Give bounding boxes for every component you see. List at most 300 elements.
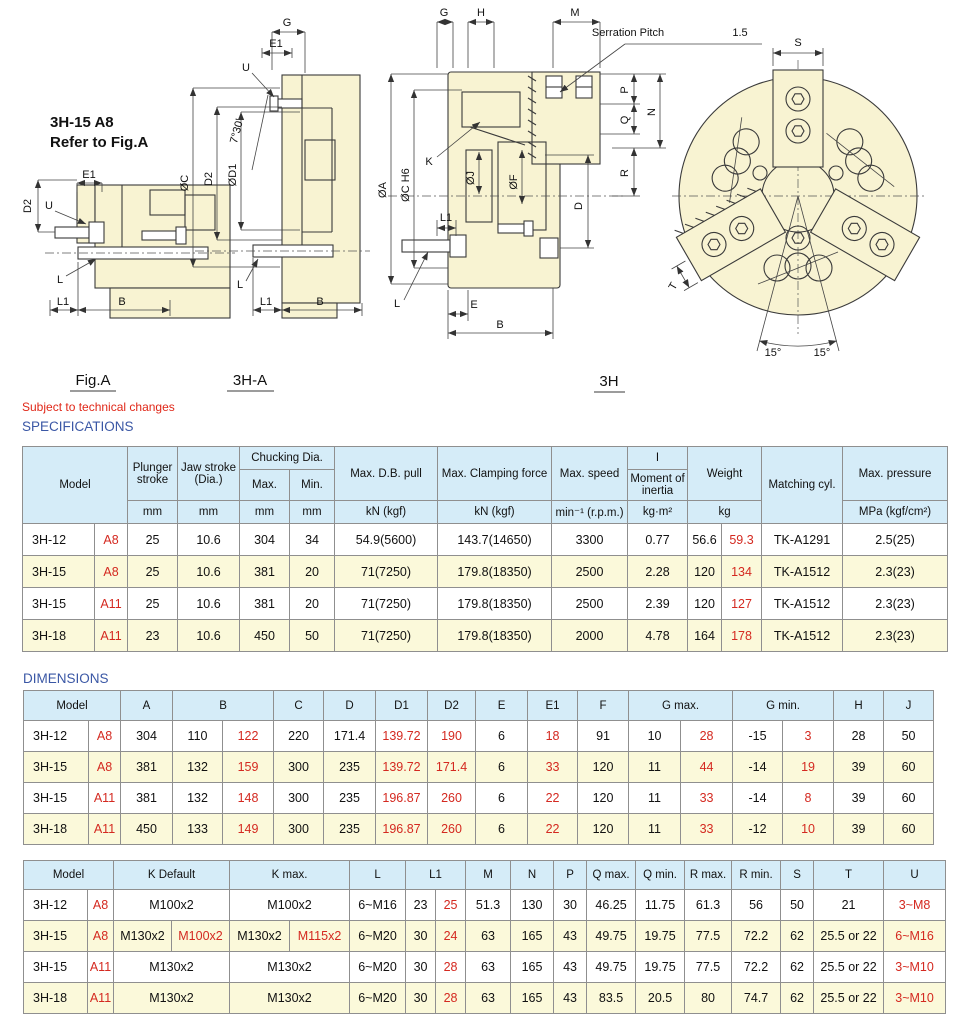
cell-model: 3H-15 xyxy=(24,783,89,814)
table-row xyxy=(24,752,934,783)
cell: 450 xyxy=(121,814,173,845)
cell: 134 xyxy=(722,556,762,588)
cell: M130x2 xyxy=(114,952,230,983)
spec-header-speed: Max. speed xyxy=(552,447,628,501)
cell: 2.39 xyxy=(628,588,688,620)
mnt-header-t: T xyxy=(814,861,884,890)
mnt-header-s: S xyxy=(781,861,814,890)
cell: 34 xyxy=(290,524,335,556)
fig-a-dim-b: B xyxy=(118,296,126,308)
dim-header-d: D xyxy=(324,691,376,721)
table-row xyxy=(23,588,948,620)
cell: 2.3(23) xyxy=(843,588,948,620)
cell: -14 xyxy=(733,783,783,814)
dim-header-c: C xyxy=(274,691,324,721)
cell: 71(7250) xyxy=(335,556,438,588)
cell: -15 xyxy=(733,721,783,752)
spec-header-clamp: Max. Clamping force xyxy=(438,447,552,501)
cell: 62 xyxy=(781,983,814,1014)
cell-variant: A8 xyxy=(95,556,128,588)
cell: 28 xyxy=(436,983,466,1014)
cell: 71(7250) xyxy=(335,588,438,620)
fig-3h-dim-b: B xyxy=(496,319,504,331)
cell: 6 xyxy=(476,752,528,783)
fig-3h-dim-q: Q xyxy=(619,115,631,125)
cell-variant: A11 xyxy=(89,814,121,845)
cell-model: 3H-12 xyxy=(24,890,88,921)
spec-header-pressure: Max. pressure xyxy=(843,447,948,501)
fig-3h-dim-g: G xyxy=(439,7,449,19)
cell: 165 xyxy=(511,983,554,1014)
cell: 133 xyxy=(173,814,223,845)
cell: 127 xyxy=(722,588,762,620)
technical-drawings xyxy=(0,0,957,398)
cell: 24 xyxy=(436,921,466,952)
cell: 10 xyxy=(783,814,834,845)
cell: 28 xyxy=(436,952,466,983)
cell-model: 3H-18 xyxy=(23,620,95,652)
cell: 25.5 or 22 xyxy=(814,921,884,952)
fig-3h-dim-e: E xyxy=(470,299,478,311)
table-row xyxy=(23,620,948,652)
cell: TK-A1512 xyxy=(762,620,843,652)
cell: 60 xyxy=(884,752,934,783)
spec-unit-mpa: MPa (kgf/cm²) xyxy=(843,501,948,524)
cell: 21 xyxy=(814,890,884,921)
cell: 165 xyxy=(511,952,554,983)
cell: 11 xyxy=(629,814,681,845)
fig-3ha-dim-u: U xyxy=(242,62,250,74)
fig-a-dim-d2: D2 xyxy=(22,198,34,214)
cell: 39 xyxy=(834,752,884,783)
mounting-table xyxy=(23,860,946,1014)
cell: 63 xyxy=(466,921,511,952)
cell: 4.78 xyxy=(628,620,688,652)
cell: 171.4 xyxy=(324,721,376,752)
table-row xyxy=(24,890,946,921)
cell: TK-A1512 xyxy=(762,588,843,620)
dim-header-e: E xyxy=(476,691,528,721)
cell: 381 xyxy=(240,588,290,620)
cell: 77.5 xyxy=(685,921,732,952)
cell: 18 xyxy=(528,721,578,752)
technical-changes-note: Subject to technical changes xyxy=(22,400,175,414)
cell-model: 3H-15 xyxy=(24,921,88,952)
cell: 139.72 xyxy=(376,752,428,783)
cell-variant: A8 xyxy=(88,890,114,921)
cell: M115x2 xyxy=(290,921,350,952)
cell: 130 xyxy=(511,890,554,921)
cell: 120 xyxy=(688,556,722,588)
table-row xyxy=(23,556,948,588)
cell: 49.75 xyxy=(587,921,636,952)
dimensions-table xyxy=(23,690,934,845)
cell: 56.6 xyxy=(688,524,722,556)
cell: 300 xyxy=(274,783,324,814)
fig-3h-dim-k: K xyxy=(425,156,433,168)
mnt-header-p: P xyxy=(554,861,587,890)
cell: 235 xyxy=(324,783,376,814)
cell-variant: A11 xyxy=(89,783,121,814)
mnt-header-model: Model xyxy=(24,861,114,890)
front-dim-s: S xyxy=(794,37,802,49)
cell: 164 xyxy=(688,620,722,652)
cell: 20.5 xyxy=(636,983,685,1014)
fig-3h-dim-r: R xyxy=(619,169,631,177)
cell: 50 xyxy=(290,620,335,652)
fig-a-caption: Fig.A xyxy=(75,372,111,389)
cell: 2.3(23) xyxy=(843,620,948,652)
cell-model: 3H-15 xyxy=(24,752,89,783)
table-row xyxy=(24,783,934,814)
spec-header-pull: Max. D.B. pull xyxy=(335,447,438,501)
cell: 381 xyxy=(121,783,173,814)
mnt-header-qmax: Q max. xyxy=(587,861,636,890)
dim-header-model: Model xyxy=(24,691,121,721)
front-dim-t: T xyxy=(666,280,681,293)
table-row xyxy=(24,952,946,983)
cell: 72.2 xyxy=(732,921,781,952)
cell: 120 xyxy=(688,588,722,620)
cell: 33 xyxy=(681,783,733,814)
table-row xyxy=(24,721,934,752)
spec-header-moment: Moment of inertia xyxy=(628,470,688,501)
spec-unit-kg: kg xyxy=(688,501,762,524)
cell-model: 3H-15 xyxy=(23,556,95,588)
dim-header-j: J xyxy=(884,691,934,721)
cell: 33 xyxy=(528,752,578,783)
cell: 235 xyxy=(324,752,376,783)
mnt-header-kmax: K max. xyxy=(230,861,350,890)
mnt-header-rmin: R min. xyxy=(732,861,781,890)
fig-3h-dim-oj: ØJ xyxy=(465,170,477,186)
cell: 381 xyxy=(240,556,290,588)
dimensions-title: DIMENSIONS xyxy=(23,671,109,686)
cell: 3~M10 xyxy=(884,983,946,1014)
spec-unit-rpm: min⁻¹ (r.p.m.) xyxy=(552,501,628,524)
dim-header-gmax: G max. xyxy=(629,691,733,721)
dim-header-d2: D2 xyxy=(428,691,476,721)
fig-3h-dim-p: P xyxy=(619,86,631,94)
cell: 171.4 xyxy=(428,752,476,783)
cell-variant: A8 xyxy=(89,721,121,752)
cell: 260 xyxy=(428,814,476,845)
cell: M130x2 xyxy=(230,921,290,952)
cell: 74.7 xyxy=(732,983,781,1014)
spec-unit-mm4: mm xyxy=(290,501,335,524)
mnt-header-kdef: K Default xyxy=(114,861,230,890)
cell: 20 xyxy=(290,556,335,588)
cell: 159 xyxy=(223,752,274,783)
cell: 43 xyxy=(554,983,587,1014)
spec-header-cyl: Matching cyl. xyxy=(762,447,843,524)
cell: -14 xyxy=(733,752,783,783)
dim-header-d1: D1 xyxy=(376,691,428,721)
cell: 30 xyxy=(406,952,436,983)
cell: 39 xyxy=(834,783,884,814)
mnt-header-l: L xyxy=(350,861,406,890)
cell: 28 xyxy=(681,721,733,752)
table-row xyxy=(24,921,946,952)
cell: 3~M8 xyxy=(884,890,946,921)
fig-3h-dim-oc-h6: ØC H6 xyxy=(400,168,412,202)
spec-unit-mm3: mm xyxy=(240,501,290,524)
cell: 381 xyxy=(121,752,173,783)
cell: 63 xyxy=(466,952,511,983)
cell: 71(7250) xyxy=(335,620,438,652)
cell: 10.6 xyxy=(178,524,240,556)
dim-header-h: H xyxy=(834,691,884,721)
fig-3ha-dim-angle: 7°30' xyxy=(228,117,247,145)
spec-header-chuck-max: Max. xyxy=(240,470,290,501)
cell: 77.5 xyxy=(685,952,732,983)
cell: 10.6 xyxy=(178,556,240,588)
cell: 6 xyxy=(476,814,528,845)
fig-3h-dim-l: L xyxy=(393,298,401,310)
cell: 19.75 xyxy=(636,921,685,952)
cell: 450 xyxy=(240,620,290,652)
cell: 120 xyxy=(578,752,629,783)
cell: 190 xyxy=(428,721,476,752)
fig-a-dim-l1: L1 xyxy=(56,296,70,308)
cell: 44 xyxy=(681,752,733,783)
fig-3ha-dim-d2: D2 xyxy=(203,171,215,187)
cell: 60 xyxy=(884,814,934,845)
fig-3h-serration-label: Serration Pitch xyxy=(591,27,665,39)
cell: 56 xyxy=(732,890,781,921)
cell: 50 xyxy=(884,721,934,752)
cell: 196.87 xyxy=(376,814,428,845)
spec-header-jaw: Jaw stroke (Dia.) xyxy=(178,447,240,501)
cell: 179.8(18350) xyxy=(438,556,552,588)
table-row xyxy=(24,983,946,1014)
cell: 22 xyxy=(528,783,578,814)
fig-3ha-dim-b: B xyxy=(316,296,324,308)
cell: 62 xyxy=(781,952,814,983)
cell: 179.8(18350) xyxy=(438,620,552,652)
cell: 8 xyxy=(783,783,834,814)
cell: 11 xyxy=(629,783,681,814)
cell: 43 xyxy=(554,921,587,952)
dim-header-gmin: G min. xyxy=(733,691,834,721)
cell: 19.75 xyxy=(636,952,685,983)
cell: 80 xyxy=(685,983,732,1014)
cell: TK-A1512 xyxy=(762,556,843,588)
cell: 120 xyxy=(578,783,629,814)
fig-3h-dim-l1: L1 xyxy=(439,212,453,224)
fig-3h-dim-oa: ØA xyxy=(377,182,389,198)
cell: M130x2 xyxy=(230,983,350,1014)
cell: 43 xyxy=(554,952,587,983)
cell: 25 xyxy=(436,890,466,921)
cell: 62 xyxy=(781,921,814,952)
cell-variant: A11 xyxy=(88,983,114,1014)
cell-variant: A8 xyxy=(89,752,121,783)
cell: 72.2 xyxy=(732,952,781,983)
figure-fig-a xyxy=(22,114,235,391)
cell: 304 xyxy=(240,524,290,556)
mnt-header-rmax: R max. xyxy=(685,861,732,890)
cell: 11 xyxy=(629,752,681,783)
cell: 6 xyxy=(476,721,528,752)
fig-3h-dim-m: M xyxy=(570,7,580,19)
mnt-header-u: U xyxy=(884,861,946,890)
cell: 39 xyxy=(834,814,884,845)
cell: 139.72 xyxy=(376,721,428,752)
spec-header-model: Model xyxy=(23,447,128,524)
spec-header-weight: Weight xyxy=(688,447,762,501)
fig-3ha-caption: 3H-A xyxy=(232,372,268,389)
front-angle-left: 15° xyxy=(764,347,782,359)
cell: 25.5 or 22 xyxy=(814,983,884,1014)
cell: 59.3 xyxy=(722,524,762,556)
cell-model: 3H-12 xyxy=(23,524,95,556)
cell: 30 xyxy=(554,890,587,921)
cell: 22 xyxy=(528,814,578,845)
cell: 300 xyxy=(274,814,324,845)
cell: 2.3(23) xyxy=(843,556,948,588)
cell: 6~M20 xyxy=(350,952,406,983)
cell: 25 xyxy=(128,588,178,620)
cell: 148 xyxy=(223,783,274,814)
specifications-table xyxy=(22,446,948,652)
fig-3h-dim-h: H xyxy=(477,7,485,19)
cell: 20 xyxy=(290,588,335,620)
cell: 6~M16 xyxy=(350,890,406,921)
figure-front-view xyxy=(656,37,924,359)
cell: 122 xyxy=(223,721,274,752)
cell-model: 3H-18 xyxy=(24,814,89,845)
cell: TK-A1291 xyxy=(762,524,843,556)
front-angle-right: 15° xyxy=(813,347,831,359)
cell-variant: A11 xyxy=(95,620,128,652)
spec-unit-mm2: mm xyxy=(178,501,240,524)
cell: 132 xyxy=(173,783,223,814)
cell-model: 3H-15 xyxy=(23,588,95,620)
fig-a-dim-e1: E1 xyxy=(82,169,96,181)
cell: 11.75 xyxy=(636,890,685,921)
dim-header-a: A xyxy=(121,691,173,721)
fig-a-note-line2: Refer to Fig.A xyxy=(50,134,149,151)
fig-3h-dim-n: N xyxy=(646,108,658,116)
mnt-header-l1: L1 xyxy=(406,861,466,890)
cell: 50 xyxy=(781,890,814,921)
cell: 6 xyxy=(476,783,528,814)
cell: 179.8(18350) xyxy=(438,588,552,620)
cell: M130x2 xyxy=(114,921,172,952)
cell: 6~M20 xyxy=(350,921,406,952)
cell: 260 xyxy=(428,783,476,814)
spec-unit-mm1: mm xyxy=(128,501,178,524)
cell: 6~M20 xyxy=(350,983,406,1014)
cell: 25 xyxy=(128,524,178,556)
cell: 196.87 xyxy=(376,783,428,814)
mnt-header-n: N xyxy=(511,861,554,890)
fig-3h-dim-of: ØF xyxy=(508,174,520,190)
cell-variant: A11 xyxy=(88,952,114,983)
cell: 30 xyxy=(406,921,436,952)
cell-variant: A8 xyxy=(95,524,128,556)
cell: M100x2 xyxy=(230,890,350,921)
cell: 60 xyxy=(884,783,934,814)
cell: 3~M10 xyxy=(884,952,946,983)
cell: -12 xyxy=(733,814,783,845)
cell-model: 3H-18 xyxy=(24,983,88,1014)
cell: 3 xyxy=(783,721,834,752)
cell: 10 xyxy=(629,721,681,752)
table-row xyxy=(24,814,934,845)
fig-3ha-dim-e1: E1 xyxy=(269,38,283,50)
cell: 28 xyxy=(834,721,884,752)
cell: M130x2 xyxy=(230,952,350,983)
dim-header-f: F xyxy=(578,691,629,721)
spec-unit-kn2: kN (kgf) xyxy=(438,501,552,524)
cell: 2500 xyxy=(552,556,628,588)
cell: 110 xyxy=(173,721,223,752)
cell: 304 xyxy=(121,721,173,752)
cell: 6~M16 xyxy=(884,921,946,952)
dim-header-e1: E1 xyxy=(528,691,578,721)
spec-unit-kn1: kN (kgf) xyxy=(335,501,438,524)
dim-header-b: B xyxy=(173,691,274,721)
cell: M100x2 xyxy=(114,890,230,921)
cell: 2500 xyxy=(552,588,628,620)
cell: 23 xyxy=(128,620,178,652)
cell: 165 xyxy=(511,921,554,952)
spec-header-plunger: Plunger stroke xyxy=(128,447,178,501)
cell: 54.9(5600) xyxy=(335,524,438,556)
front-view-geometry xyxy=(656,48,924,351)
cell: 25 xyxy=(128,556,178,588)
fig-3ha-dim-od1: ØD1 xyxy=(227,163,239,187)
mnt-header-qmin: Q min. xyxy=(636,861,685,890)
cell: 2000 xyxy=(552,620,628,652)
cell: 30 xyxy=(406,983,436,1014)
cell: M100x2 xyxy=(172,921,230,952)
cell: 2.5(25) xyxy=(843,524,948,556)
cell-model: 3H-12 xyxy=(24,721,89,752)
spec-header-i: I xyxy=(628,447,688,470)
fig-a-dim-u: U xyxy=(45,200,53,212)
cell: 132 xyxy=(173,752,223,783)
cell-model: 3H-15 xyxy=(24,952,88,983)
cell: M130x2 xyxy=(114,983,230,1014)
cell: 235 xyxy=(324,814,376,845)
cell: 19 xyxy=(783,752,834,783)
cell: 25.5 or 22 xyxy=(814,952,884,983)
cell: 33 xyxy=(681,814,733,845)
spec-header-chucking: Chucking Dia. xyxy=(240,447,335,470)
fig-a-dim-l: L xyxy=(56,274,64,286)
cell: 46.25 xyxy=(587,890,636,921)
fig-3h-dim-d: D xyxy=(573,202,585,210)
cell: 143.7(14650) xyxy=(438,524,552,556)
cell: 149 xyxy=(223,814,274,845)
cell: 0.77 xyxy=(628,524,688,556)
cell: 300 xyxy=(274,752,324,783)
fig-a-note-line1: 3H-15 A8 xyxy=(50,114,114,131)
specifications-title: SPECIFICATIONS xyxy=(22,419,134,434)
cell-variant: A8 xyxy=(88,921,114,952)
cell: 23 xyxy=(406,890,436,921)
fig-3ha-dim-l1: L1 xyxy=(259,296,273,308)
cell: 2.28 xyxy=(628,556,688,588)
cell: 61.3 xyxy=(685,890,732,921)
cell: 49.75 xyxy=(587,952,636,983)
fig-3ha-dim-oc: ØC xyxy=(179,174,191,192)
fig-3ha-dim-l: L xyxy=(236,279,244,291)
cell: 51.3 xyxy=(466,890,511,921)
